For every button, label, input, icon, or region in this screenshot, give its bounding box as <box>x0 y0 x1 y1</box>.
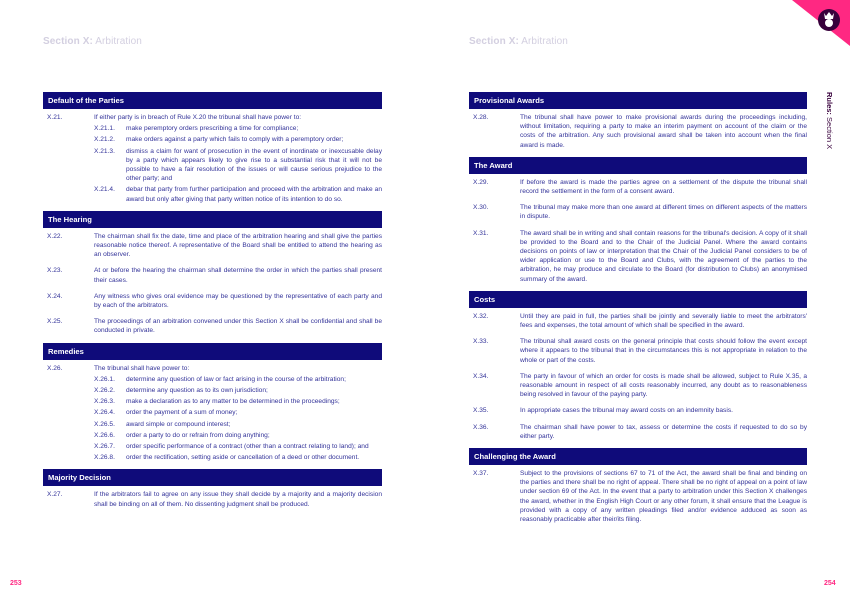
section-title: The Award <box>469 157 807 174</box>
side-label <box>825 92 834 149</box>
page-header-right <box>469 36 568 47</box>
rule-text: At or before the hearing the chairman shall determine the order in which the parties shall present their cases. <box>94 267 382 284</box>
rule-body <box>520 113 807 150</box>
rule-item <box>469 312 807 330</box>
rule-item <box>469 372 807 400</box>
page-number-left: 253 <box>10 580 22 587</box>
header-name: Arbitration <box>521 36 568 47</box>
side-label-bold: Rules: <box>825 92 834 115</box>
rule-body <box>520 229 807 284</box>
rule-text: The tribunal shall have power to make provisional awards during the proceedings including, without limitation, requiring a party to make an interim payment on account of the claim or the costs of the arbitration. Any such provisional award shall be taken into account when the final award is made. <box>520 114 807 149</box>
rule-body <box>520 178 807 196</box>
sub-rule-text: determine any question as to its own jurisdiction; <box>126 387 268 395</box>
header-name: Arbitration <box>95 36 142 47</box>
rule-number: X.22. <box>47 232 63 240</box>
rule-item <box>469 423 807 441</box>
rule-number: X.29. <box>473 178 489 186</box>
rule-text: Any witness who gives oral evidence may be questioned by the representative of each party and by each of the arbitrators. <box>94 292 382 310</box>
rule-number: X.34. <box>473 372 489 380</box>
page-number-right: 254 <box>824 580 836 587</box>
section-title: Remedies <box>43 343 382 360</box>
sub-rule-number: X.26.6. <box>94 431 115 439</box>
rule-body <box>94 317 382 335</box>
rule-number: X.32. <box>473 312 489 320</box>
sub-rule <box>94 420 382 429</box>
sub-rule-number: X.26.4. <box>94 409 115 417</box>
sub-rule-text: debar that party from further participation and proceed with the arbitration and make an award but only after giving that party written notice of its intention to do so. <box>126 186 382 203</box>
rule-item <box>469 178 807 196</box>
rule-text: The tribunal shall have power to: <box>94 364 190 372</box>
rule-text: The tribunal shall award costs on the general principle that costs should follow the event except where it appears to the tribunal that in the circumstances this is not appropriate in relation to the whole or part of the costs. <box>520 338 807 364</box>
sub-rule-number: X.21.2. <box>94 136 115 144</box>
section-title: Default of the Parties <box>43 92 382 109</box>
rule-number: X.21. <box>47 114 63 121</box>
section-title: Provisional Awards <box>469 92 807 109</box>
rule-text: The party in favour of which an order for costs is made shall be allowed, subject to Rule X.35, a reasonable amount in respect of all costs reasonably incurred, any doubt as to reasonableness being resolved in favour of the paying party. <box>520 372 807 399</box>
sub-rule <box>94 453 382 462</box>
rule-text: If before the award is made the parties agree on a settlement of the dispute the tribunal shall record the settlement in the form of a consent award. <box>520 178 807 196</box>
sub-rule <box>94 408 382 417</box>
rule-number: X.37. <box>473 470 489 478</box>
side-label-rest: Section X <box>825 117 834 150</box>
rule-number: X.30. <box>473 204 489 212</box>
rule-item <box>469 113 807 150</box>
sub-rule-text: order a party to do or refrain from doing anything; <box>126 431 270 439</box>
rule-number: X.33. <box>473 338 489 346</box>
rule-item <box>43 266 382 284</box>
sub-rule-number: X.26.8. <box>94 454 115 462</box>
sub-rule <box>94 386 382 395</box>
rule-number: X.26. <box>47 364 63 372</box>
rule-body <box>520 337 807 365</box>
rule-body <box>520 372 807 400</box>
page-header-left <box>43 36 142 47</box>
rule-number: X.28. <box>473 114 489 121</box>
sub-rule-number: X.21.1. <box>94 125 115 133</box>
right-column <box>469 92 807 531</box>
sub-rule-number: X.26.3. <box>94 398 115 406</box>
rule-item <box>43 364 382 463</box>
rule-body <box>520 203 807 221</box>
rule-text: If either party is in breach of Rule X.20 the tribunal shall have power to: <box>94 114 302 121</box>
rule-text: If the arbitrators fail to agree on any issue they shall decide by a majority and a majority decision shall be binding on all of them. No dissenting judgment shall be produced. <box>94 491 382 508</box>
rule-number: X.24. <box>47 292 63 300</box>
rule-item <box>469 203 807 221</box>
rule-text: The chairman shall fix the date, time and place of the arbitration hearing and shall give the parties reasonable notice thereof. A representative of the Board shall be entitled to attend the hearing as an observer. <box>94 232 382 259</box>
sub-rule-number: X.26.2. <box>94 387 115 395</box>
rule-body <box>94 292 382 310</box>
rule-number: X.35. <box>473 407 489 415</box>
rule-text: The award shall be in writing and shall contain reasons for the tribunal's decision. A copy of it shall be provided to the Board and to the Chair of the Judicial Panel. Where the award contains decisions on points of law or interpretation that the Chair of the Judicial Panel considers to be of wider application or use to the Board and Clubs, with the agreement of the parties to the arbitration, he may produce and circulate to the Board (for distribution to Clubs) an anonymised summary of the award. <box>520 229 807 283</box>
rule-number: X.23. <box>47 267 63 275</box>
rule-item <box>469 406 807 415</box>
sub-rule <box>94 185 382 203</box>
sub-rule-text: make orders against a party which fails to comply with a peremptory order; <box>126 136 344 144</box>
sub-rule-text: dismiss a claim for want of prosecution in the event of inordinate or inexcusable delay by a party which appears likely to give rise to a substantial risk that it will not be possible to have a fair resolution of the issues or will cause serious prejudice to the other party; and <box>126 147 382 183</box>
sub-rule <box>94 431 382 440</box>
sub-rule-number: X.21.3. <box>94 147 115 155</box>
rule-body <box>94 490 382 508</box>
sub-rule-number: X.26.5. <box>94 420 115 428</box>
sub-rule <box>94 375 382 384</box>
rule-body <box>94 364 382 463</box>
rule-item <box>43 490 382 508</box>
rule-body <box>520 469 807 524</box>
rule-text: The tribunal may make more than one award at different times on different aspects of the matters in dispute. <box>520 204 807 221</box>
section-title: The Hearing <box>43 211 382 228</box>
rule-body <box>520 312 807 330</box>
sub-rule <box>94 135 382 144</box>
sub-rule <box>94 442 382 451</box>
sub-rule-text: order the payment of a sum of money; <box>126 409 238 417</box>
sub-rule-text: order the rectification, setting aside or cancellation of a deed or other document. <box>126 454 360 462</box>
sub-rule <box>94 147 382 184</box>
rule-text: In appropriate cases the tribunal may award costs on an indemnity basis. <box>520 407 733 415</box>
sub-rule-text: award simple or compound interest; <box>126 420 231 428</box>
rule-text: The chairman shall have power to tax, assess or determine the costs if requested to do so by either party. <box>520 423 807 440</box>
rule-number: X.31. <box>473 229 489 237</box>
rule-item <box>43 113 382 204</box>
rule-item <box>43 292 382 310</box>
header-section: Section X: <box>43 36 93 47</box>
rule-number: X.36. <box>473 423 489 431</box>
sub-rule-number: X.21.4. <box>94 186 115 194</box>
rule-body <box>94 266 382 284</box>
rule-body <box>520 406 807 415</box>
header-section: Section X: <box>469 36 519 47</box>
sub-rule-text: determine any question of law or fact arising in the course of the arbitration; <box>126 375 346 383</box>
rule-item <box>469 229 807 284</box>
section-title: Challenging the Award <box>469 448 807 465</box>
left-column <box>43 92 382 516</box>
sub-rule-number: X.26.7. <box>94 443 115 451</box>
rule-number: X.25. <box>47 318 63 326</box>
rule-item <box>43 232 382 260</box>
sub-rule-text: make peremptory orders prescribing a time for compliance; <box>126 125 299 133</box>
rule-text: Subject to the provisions of sections 67 to 71 of the Act, the award shall be final and binding on the parties and there shall be no right of appeal. There shall be no right of appeal on a point of law under section 69 of the Act. In the event that a party to arbitration under this Section X challenges the award, whether in the English High Court or any other forum, it shall ensure that the League is provided with a copy of any written pleadings filed and/or evidence adduced as soon as reasonably practicable after their/its filing. <box>520 470 807 524</box>
sub-rule <box>94 397 382 406</box>
rule-text: Until they are paid in full, the parties shall be jointly and severally liable to meet the arbitrators' fees and expenses, the total amount of which shall be specified in the award. <box>520 312 807 330</box>
rule-body <box>94 113 382 204</box>
section-title: Majority Decision <box>43 469 382 486</box>
rule-item <box>469 469 807 524</box>
rule-number: X.27. <box>47 491 63 499</box>
rule-item <box>43 317 382 335</box>
rule-body <box>94 232 382 260</box>
league-lion-logo <box>817 8 841 32</box>
sub-rule-text: order specific performance of a contract (other than a contract relating to land); and <box>126 443 369 451</box>
rule-item <box>469 337 807 365</box>
sub-rule-text: make a declaration as to any matter to be determined in the proceedings; <box>126 398 340 406</box>
sub-rule-number: X.26.1. <box>94 375 115 383</box>
sub-rule <box>94 124 382 133</box>
rule-text: The proceedings of an arbitration convened under this Section X shall be confidential and shall be conducted in private. <box>94 318 382 335</box>
section-title: Costs <box>469 291 807 308</box>
rule-body <box>520 423 807 441</box>
